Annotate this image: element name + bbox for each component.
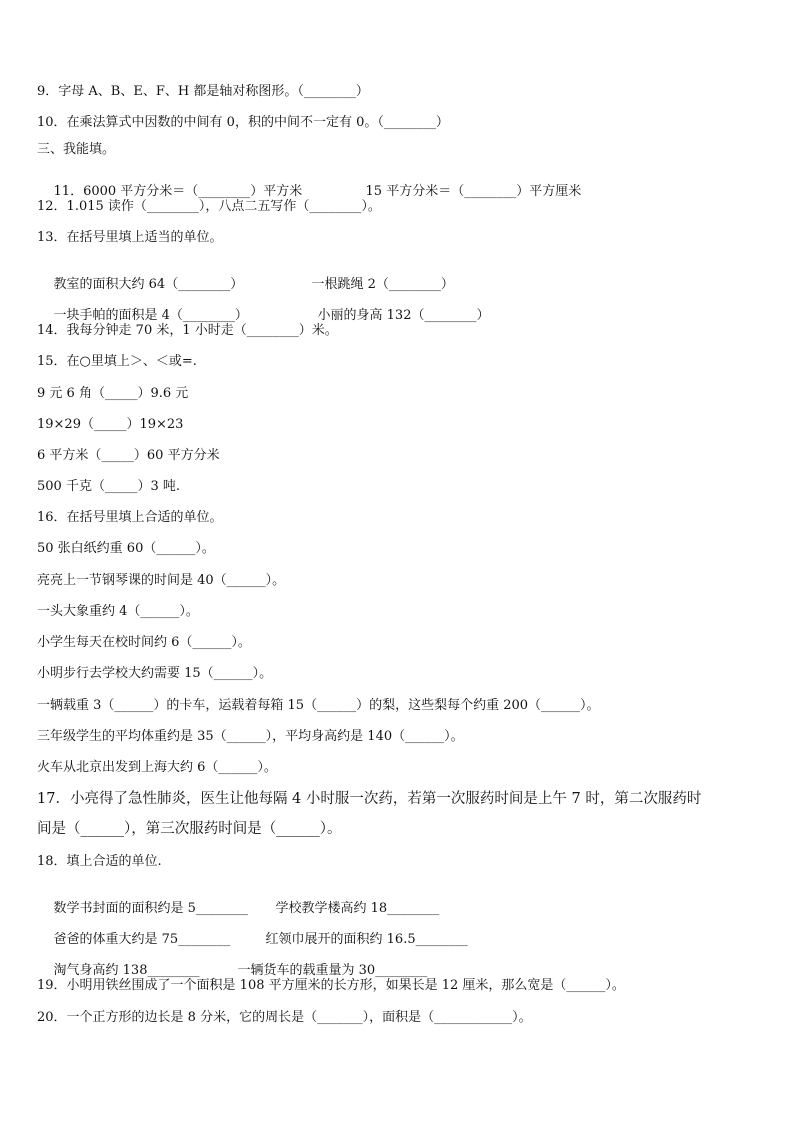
question-16-item: 火车从北京出发到上海大约 6（______）。 [37, 760, 277, 775]
question-16-item: 亮亮上一节钢琴课的时间是 40（______）。 [37, 573, 286, 588]
question-13-item-a: 教室的面积大约 64（________） [53, 277, 244, 292]
question-17-continued: 间是（______），第三次服药时间是（______）。 [37, 821, 342, 837]
question-12: 12．1.015 读作（________），八点二五写作（________）。 [37, 199, 381, 214]
question-16-item: 50 张白纸约重 60（______）。 [37, 541, 215, 556]
question-14: 14．我每分钟走 70 米，1 小时走（________）米。 [37, 323, 338, 338]
question-16-item: 小学生每天在校时间约 6（______）。 [37, 635, 251, 650]
question-18: 18．填上合适的单位. [37, 854, 162, 869]
question-18-item-d: 红领巾展开的面积约 16.5________ [265, 932, 468, 947]
question-16-item: 一辆载重 3（______）的卡车，运载着每箱 15（______）的梨，这些梨每个约重 200（______）。 [37, 698, 600, 713]
question-18-item-e: 淘气身高约 138________ [53, 963, 200, 978]
question-13-item-d: 小丽的身高 132（________） [317, 308, 490, 323]
question-16-item: 一头大象重约 4（______）。 [37, 604, 199, 619]
question-10: 10．在乘法算式中因数的中间有 0，积的中间不一定有 0。（________） [37, 115, 449, 130]
question-19: 19．小明用铁丝围成了一个面积是 108 平方厘米的长方形，如果长是 12 厘米，那么宽是（______）。 [37, 978, 625, 993]
question-15: 15．在○里填上＞、＜或=. [37, 354, 197, 369]
question-13-item-c: 一块手帕的面积是 4（________） [53, 308, 248, 323]
question-11-part-a: 11．6000 平方分米＝（________）平方米 [53, 184, 303, 199]
question-13-item-b: 一根跳绳 2（________） [311, 277, 454, 292]
question-16-item: 小明步行去学校大约需要 15（______）。 [37, 666, 273, 681]
question-18-item-a: 数学书封面的面积约是 5________ [53, 901, 248, 916]
question-13: 13．在括号里填上适当的单位。 [37, 230, 223, 245]
question-18-item-c: 爸爸的体重大约是 75________ [53, 932, 231, 947]
question-18-item-f: 一辆货车的载重量为 30________ [237, 963, 428, 978]
question-15-item: 9 元 6 角（_____）9.6 元 [37, 386, 189, 401]
question-16-item: 三年级学生的平均体重约是 35（______），平均身高约是 140（______）。 [37, 729, 464, 744]
question-9: 9．字母 A、B、E、F、H 都是轴对称图形。（________） [37, 84, 369, 99]
section-heading: 三、我能填。 [37, 142, 116, 157]
question-15-item: 500 千克（_____）3 吨. [37, 479, 180, 494]
question-16: 16．在括号里填上合适的单位。 [37, 510, 223, 525]
question-15-item: 6 平方米（_____）60 平方分米 [37, 448, 220, 463]
question-17: 17．小亮得了急性肺炎，医生让他每隔 4 小时服一次药，若第一次服药时间是上午 7 时，第二次服药时 [37, 791, 702, 807]
question-20: 20．一个正方形的边长是 8 分米，它的周长是（_______），面积是（____________）。 [37, 1010, 532, 1025]
question-11-part-b: 15 平方分米＝（________）平方厘米 [365, 184, 582, 199]
question-18-item-b: 学校教学楼高约 18________ [275, 901, 440, 916]
question-15-item: 19×29（_____）19×23 [37, 417, 184, 432]
